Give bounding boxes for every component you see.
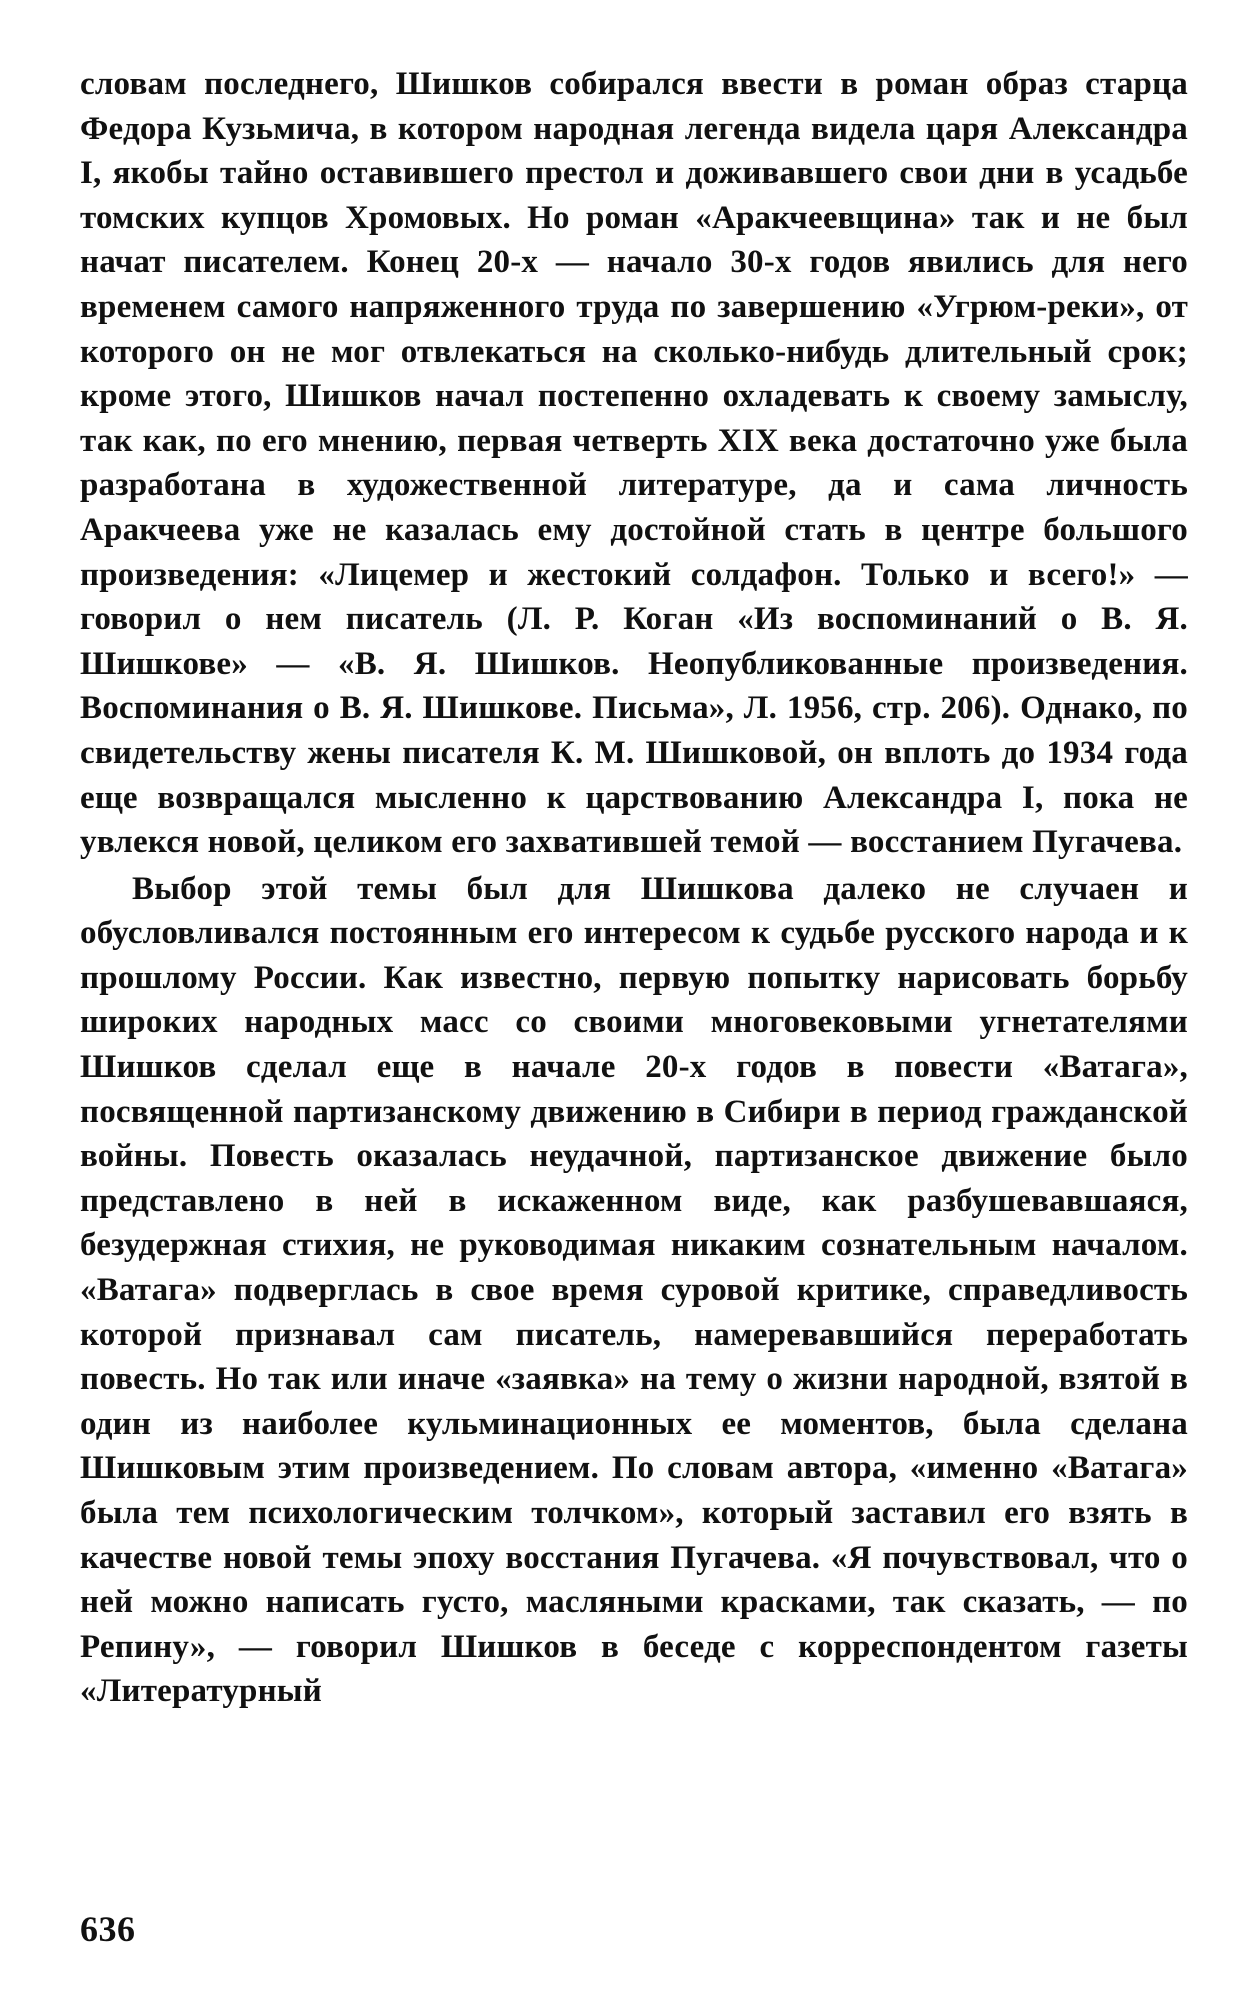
body-text [80,62,1188,1714]
paragraph-1: словам последнего, Шишков собирался ввести в роман образ старца Федора Кузьмича, в котором народная легенда видела царя Александра I, якобы тайно оставившего престол и доживавшего свои дни в усадьбе томских купцов Хромовых. Но роман «Аракчеевщина» так и не был начат писателем. Конец 20-х — начало 30-х годов явились для него временем самого напряженного труда по завершению «Угрюм-реки», от которого он не мог отвлекаться на сколько-нибудь длительный срок; кроме этого, Шишков начал постепенно охладевать к своему замыслу, так как, по его мнению, первая четверть XIX века достаточно уже была разработана в художественной литературе, да и сама личность Аракчеева уже не казалась ему достойной стать в центре большого произведения: «Лицемер и жестокий солдафон. Только и всего!» — говорил о нем писатель (Л. Р. Коган «Из воспоминаний о В. Я. Шишкове» — «В. Я. Шишков. Неопубликованные произведения. Воспоминания о В. Я. Шишкове. Письма», Л. 1956, стр. 206). Однако, по свидетельству жены писателя К. М. Шишковой, он вплоть до 1934 года еще возвращался мысленно к царствованию Александра I, пока не увлекся новой, целиком его захватившей темой — восстанием Пугачева. [80,66,1188,861]
page-number: 636 [80,1909,136,1949]
paragraph-2: Выбор этой темы был для Шишкова далеко не случаен и обусловливался постоянным его интересом к судьбе русского народа и к прошлому России. Как известно, первую попытку нарисовать борьбу широких народных масс со своими многовековыми угнетателями Шишков сделал еще в начале 20-х годов в повести «Ватага», посвященной партизанскому движению в Сибири в период гражданской войны. Повесть оказалась неудачной, партизанское движение было представлено в ней в искаженном виде, как разбушевавшаяся, безудержная стихия, не руководимая никаким сознательным началом. «Ватага» подверглась в свое время суровой критике, справедливость которой признавал сам писатель, намеревавшийся переработать повесть. Но так или иначе «заявка» на тему о жизни народной, взятой в один из наиболее кульминационных ее моментов, была сделана Шишковым этим произведением. По словам автора, «именно «Ватага» была тем психологическим толчком», который заставил его взять в качестве новой темы эпоху восстания Пугачева. «Я почувствовал, что о ней можно написать густо, масляными красками, так сказать, — по Репину», — говорил Шишков в беседе с корреспондентом газеты «Литературный [80,870,1188,1710]
